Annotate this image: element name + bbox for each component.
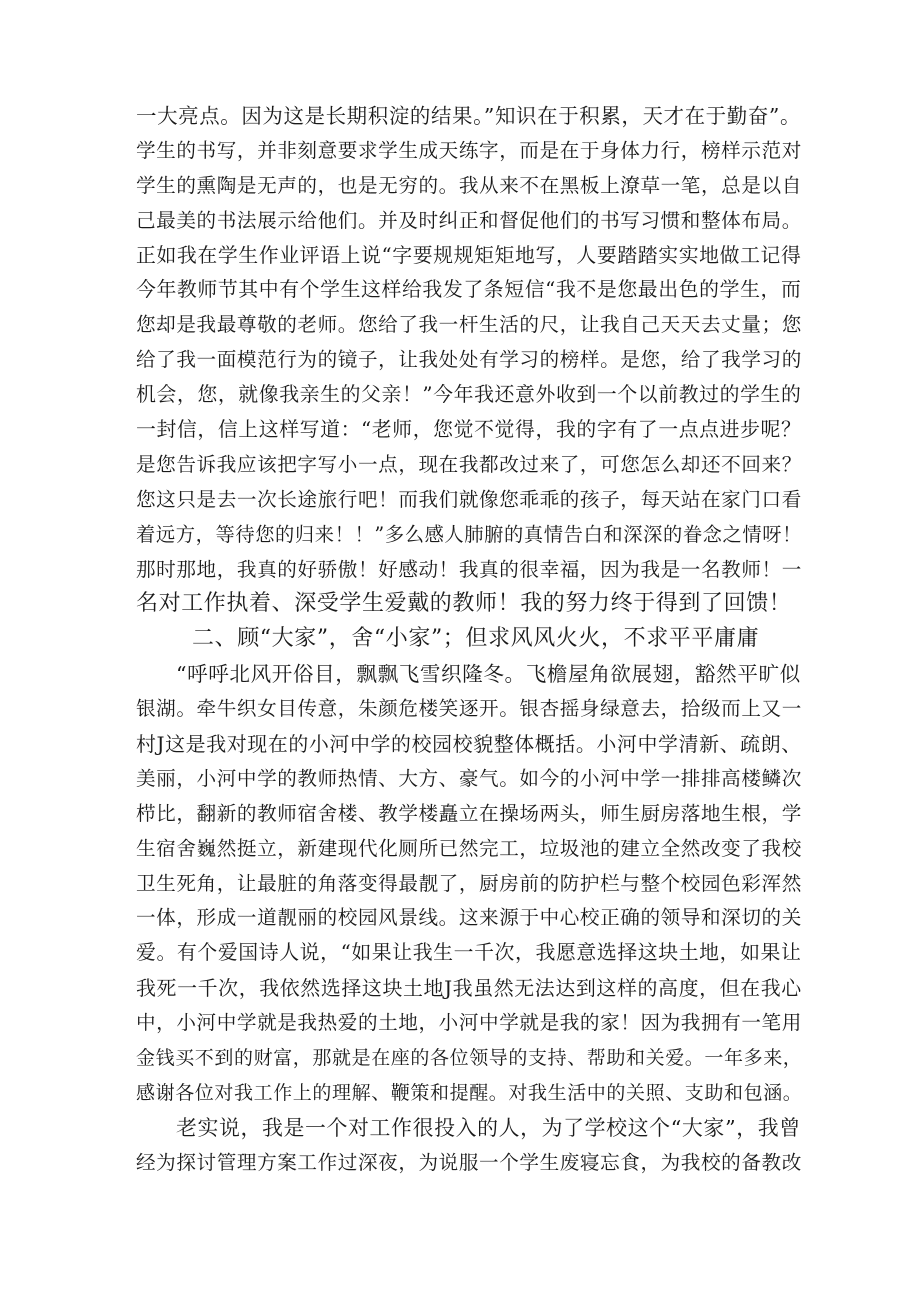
- text-line: 金钱买不到的财富，那就是在座的各位领导的支持、帮助和关爱。一年多来，: [136, 1047, 803, 1070]
- text-line: 爱。有个爱国诗人说，“如果让我生一千次，我愿意选择这块土地，如果让: [136, 941, 802, 965]
- paragraph-letters: [136, 99, 803, 622]
- text-line: 感谢各位对我工作上的理解、鞭策和提醒。对我生活中的关照、支助和包涵。: [136, 1081, 803, 1104]
- paragraph-honest: [136, 1111, 802, 1181]
- text-line: 村J这是我对现在的小河中学的校园校貌整体概括。小河中学清新、疏朗、: [136, 732, 802, 757]
- text-line: 您却是我最尊敬的老师。您给了我一杆生活的尺，让我自己天天去丈量；您: [136, 313, 802, 337]
- text-line: “呼呼北风开俗目，飘飘飞雪织隆冬。飞檐屋角欲展翅，豁然平旷似: [176, 662, 801, 687]
- text-line: 一体，形成一道靓丽的校园风景线。这来源于中心校正确的领导和深切的关: [136, 906, 802, 930]
- paragraph-campus: [136, 657, 803, 1111]
- text-line: 己最美的书法展示给他们。并及时纠正和督促他们的书写习惯和整体布局。: [136, 208, 802, 232]
- text-line: 一大亮点。因为这是长期积淀的结果。”知识在于积累，天才在于勤奋”。: [136, 104, 802, 128]
- section-heading: 二、顾“大家”，舍“小家”；但求风风火火，不求平平庸庸: [192, 626, 760, 652]
- text-line: 着远方，等待您的归来！！”多么感人肺腑的真情告白和深深的眷念之情呀！: [136, 522, 803, 546]
- text-line: 学生的熏陶是无声的，也是无穷的。我从来不在黑板上潦草一笔，总是以自: [136, 173, 802, 197]
- text-line: 那时那地，我真的好骄傲！好感动！我真的很幸福，因为我是一名教师！一: [136, 557, 802, 581]
- text-line: 正如我在学生作业评语上说“字要规规矩矩地写，人要踏踏实实地做工记得: [136, 243, 802, 267]
- text-line: 栉比，翻新的教师宿舍楼、教学楼矗立在操场两头，师生厨房落地生根，学: [136, 801, 802, 825]
- text-line: 我死一千次，我依然选择这块土地J我虽然无法达到这样的高度，但在我心: [136, 976, 802, 1001]
- document-body: [136, 99, 803, 1181]
- text-line: 一封信，信上这样写道：“老师，您觉不觉得，我的字有了一点点进步呢？: [136, 418, 802, 442]
- text-line: 今年教师节其中有个学生这样给我发了条短信“我不是您最出色的学生，而: [136, 278, 802, 302]
- text-line: 老实说，我是一个对工作很投入的人，为了学校这个“大家”，我曾: [176, 1115, 801, 1140]
- text-line: 机会，您，就像我亲生的父亲！”今年我还意外收到一个以前教过的学生的: [136, 383, 802, 407]
- text-line: 学生的书写，并非刻意要求学生成天练字，而是在于身体力行，榜样示范对: [136, 138, 802, 162]
- text-line: 中，小河中学就是我热爱的土地，小河中学就是我的家！因为我拥有一笔用: [136, 1011, 802, 1035]
- text-line: 生宿舍巍然挺立，新建现代化厕所已然完工，垃圾池的建立全然改变了我校: [136, 836, 802, 860]
- text-line: 卫生死角，让最脏的角落变得最靓了，厨房前的防护栏与整个校园色彩浑然: [136, 871, 802, 895]
- text-line: 您这只是去一次长途旅行吧！而我们就像您乖乖的孩子，每天站在家门口看: [136, 487, 802, 511]
- text-line: 经为探讨管理方案工作过深夜，为说服一个学生废寝忘食，为我校的备教改: [136, 1150, 802, 1174]
- text-line: 给了我一面模范行为的镜子，让我处处有学习的榜样。是您，给了我学习的: [136, 348, 802, 372]
- text-line: 是您告诉我应该把字写小一点，现在我都改过来了，可您怎么却还不回来？: [136, 452, 802, 476]
- text-line: 银湖。牵牛织女目传意，朱颜危楼笑逐开。银杏摇身绿意去，拾级而上又一: [136, 697, 802, 721]
- text-line: 美丽，小河中学的教师热情、大方、豪气。如今的小河中学一排排高楼鳞次: [136, 766, 802, 790]
- text-line: 名对工作执着、深受学生爱戴的教师！我的努力终于得到了回馈！: [136, 591, 792, 617]
